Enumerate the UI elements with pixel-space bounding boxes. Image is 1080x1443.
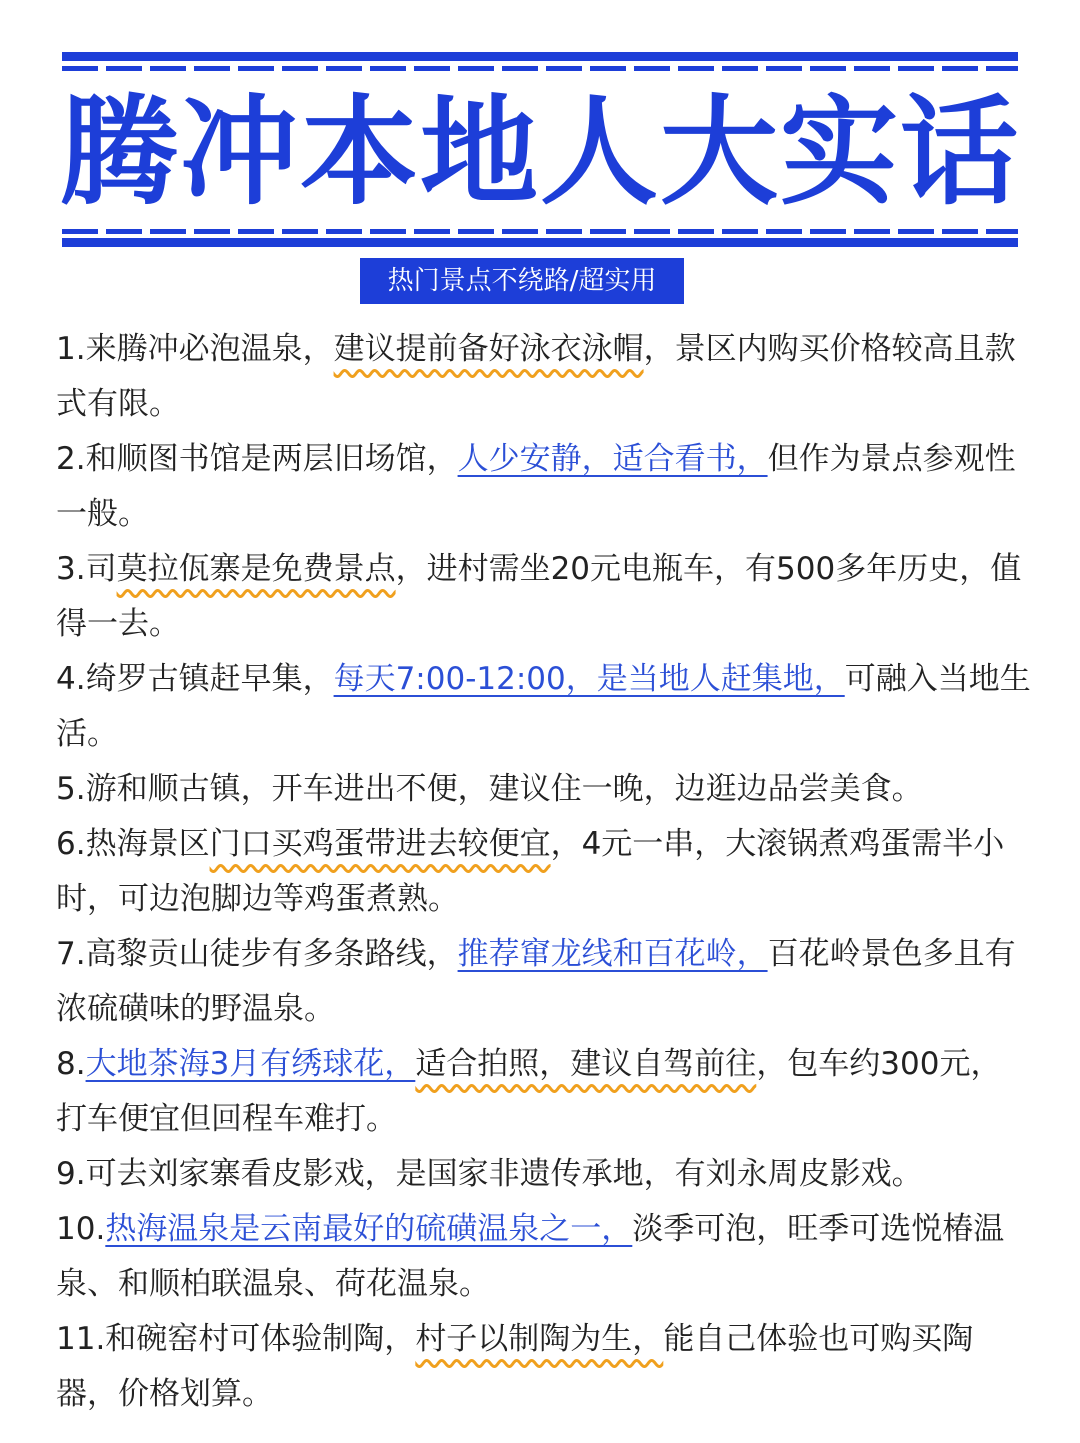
subtitle-badge: 热门景点不绕路/超实用 xyxy=(360,258,684,304)
tip-text: 9.可去刘家寨看皮影戏，是国家非遗传承地，有刘永周皮影戏。 xyxy=(56,1156,923,1192)
tip-blue-highlight: 大地茶海3月有绣球花， xyxy=(85,1046,416,1082)
tips-list xyxy=(56,322,1031,1422)
tip-text: 3.司 xyxy=(56,551,117,587)
tip-text: 可融入当地生活。 xyxy=(56,661,1031,752)
tip-item-11 xyxy=(56,1312,1031,1422)
tip-text: 10. xyxy=(56,1211,106,1247)
bottom-rule-dashed xyxy=(62,229,1018,234)
tip-item-6 xyxy=(56,817,1031,927)
page-title: 腾冲本地人大实话 xyxy=(59,83,1020,221)
tip-item-2 xyxy=(56,432,1031,542)
tip-text: 8. xyxy=(56,1046,86,1082)
tip-blue-highlight: 热海温泉是云南最好的硫磺温泉之一， xyxy=(105,1211,633,1247)
tip-text: 但作为景点参观性一般。 xyxy=(56,441,1016,532)
tip-item-1 xyxy=(56,322,1031,432)
tip-item-8 xyxy=(56,1037,1031,1147)
tip-text: 7.高黎贡山徒步有多条路线， xyxy=(56,936,458,972)
tip-wavy-highlight: 村子以制陶为生， xyxy=(415,1321,664,1357)
tip-text: 淡季可泡，旺季可选悦椿温泉、和顺柏联温泉、荷花温泉。 xyxy=(56,1211,1005,1302)
tip-text: 11.和碗窑村可体验制陶， xyxy=(56,1321,416,1357)
tip-wavy-highlight: 建议提前备好泳衣泳帽 xyxy=(333,331,644,367)
bottom-rule-solid xyxy=(62,238,1018,247)
tip-wavy-highlight: 适合拍照，建议自驾前往 xyxy=(415,1046,757,1082)
tip-item-3 xyxy=(56,542,1031,652)
tip-text: ，包车约300元，打车便宜但回程车难打。 xyxy=(56,1046,1002,1137)
tip-text: ，4元一串，大滚锅煮鸡蛋需半小时，可边泡脚边等鸡蛋煮熟。 xyxy=(56,826,1005,917)
tip-text: 能自己体验也可购买陶器，价格划算。 xyxy=(56,1321,974,1412)
tip-text: ，进村需坐20元电瓶车，有500多年历史，值得一去。 xyxy=(56,551,1022,642)
tip-item-4 xyxy=(56,652,1031,762)
tip-blue-highlight: 推荐窜龙线和百花岭， xyxy=(457,936,768,972)
tip-text: 2.和顺图书馆是两层旧场馆， xyxy=(56,441,458,477)
tip-text: 百花岭景色多且有浓硫磺味的野温泉。 xyxy=(56,936,1016,1027)
tip-blue-highlight: 人少安静，适合看书， xyxy=(457,441,768,477)
tip-blue-highlight: 每天7:00-12:00，是当地人赶集地， xyxy=(333,661,845,697)
tip-item-9 xyxy=(56,1147,1031,1202)
tip-item-7 xyxy=(56,927,1031,1037)
tip-text: 6.热海景区 xyxy=(56,826,210,862)
tip-text: ，景区内购买价格较高且款式有限。 xyxy=(56,331,1016,422)
tip-item-5 xyxy=(56,762,1031,817)
tip-text: 4.绮罗古镇赶早集， xyxy=(56,661,334,697)
tip-wavy-highlight: 莫拉佤寨是免费景点 xyxy=(116,551,396,587)
tip-item-10 xyxy=(56,1202,1031,1312)
top-rule-solid xyxy=(62,52,1018,61)
tip-text: 1.来腾冲必泡温泉， xyxy=(56,331,334,367)
top-rule-dashed xyxy=(62,66,1018,71)
tip-wavy-highlight: 门口买鸡蛋带进去较便宜 xyxy=(209,826,551,862)
tip-text: 5.游和顺古镇，开车进出不便，建议住一晚，边逛边品尝美食。 xyxy=(56,771,923,807)
